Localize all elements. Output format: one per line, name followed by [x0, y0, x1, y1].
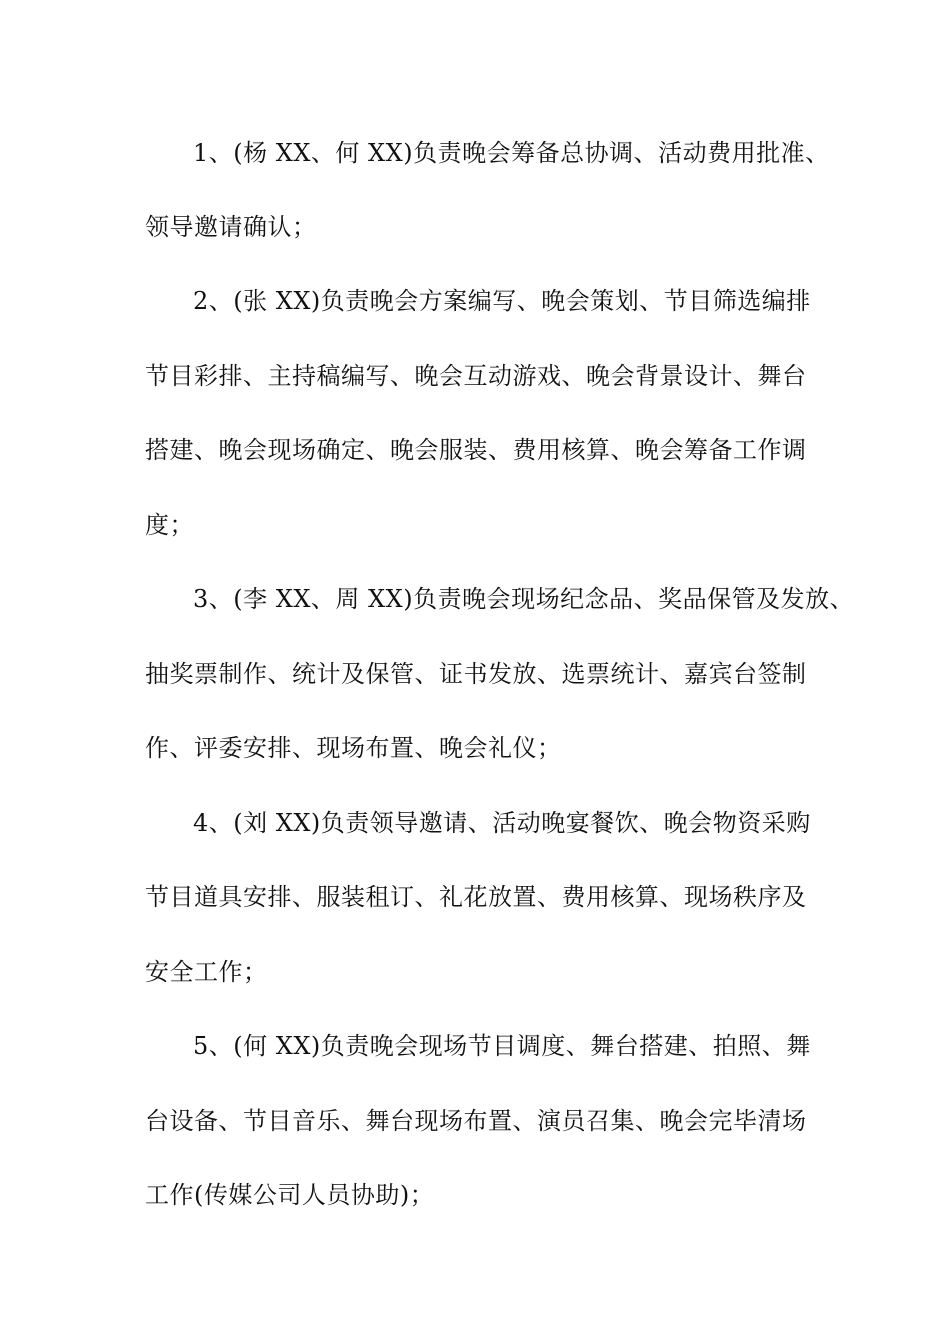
- item-1-line-2: 领导邀请确认；: [145, 213, 317, 241]
- item-5-line-2: 台设备、节目音乐、舞台现场布置、演员召集、晚会完毕清场: [145, 1107, 807, 1135]
- item-5-line-1: 5、(何 XX)负责晚会现场节目调度、舞台搭建、拍照、舞: [193, 1032, 811, 1060]
- item-4-line-3: 安全工作；: [145, 958, 268, 986]
- item-3-line-2: 抽奖票制作、统计及保管、证书发放、选票统计、嘉宾台签制: [145, 660, 807, 688]
- item-4-line-2: 节目道具安排、服装租订、礼花放置、费用核算、现场秩序及: [145, 883, 807, 911]
- item-1-line-1: 1、(杨 XX、何 XX)负责晚会筹备总协调、活动费用批准、: [193, 139, 830, 167]
- item-2-line-3: 搭建、晚会现场确定、晚会服装、费用核算、晚会筹备工作调: [145, 436, 807, 464]
- item-2-line-2: 节目彩排、主持稿编写、晚会互动游戏、晚会背景设计、舞台: [145, 362, 807, 390]
- item-2-line-4: 度；: [145, 511, 194, 539]
- item-3-line-3: 作、评委安排、现场布置、晚会礼仪；: [145, 734, 562, 762]
- item-2-line-1: 2、(张 XX)负责晚会方案编写、晚会策划、节目筛选编排: [193, 287, 811, 315]
- item-3-line-1: 3、(李 XX、周 XX)负责晚会现场纪念品、奖品保管及发放、: [193, 585, 855, 613]
- item-5-line-3: 工作(传媒公司人员协助)；: [145, 1181, 435, 1209]
- item-4-line-1: 4、(刘 XX)负责领导邀请、活动晚宴餐饮、晚会物资采购: [193, 809, 811, 837]
